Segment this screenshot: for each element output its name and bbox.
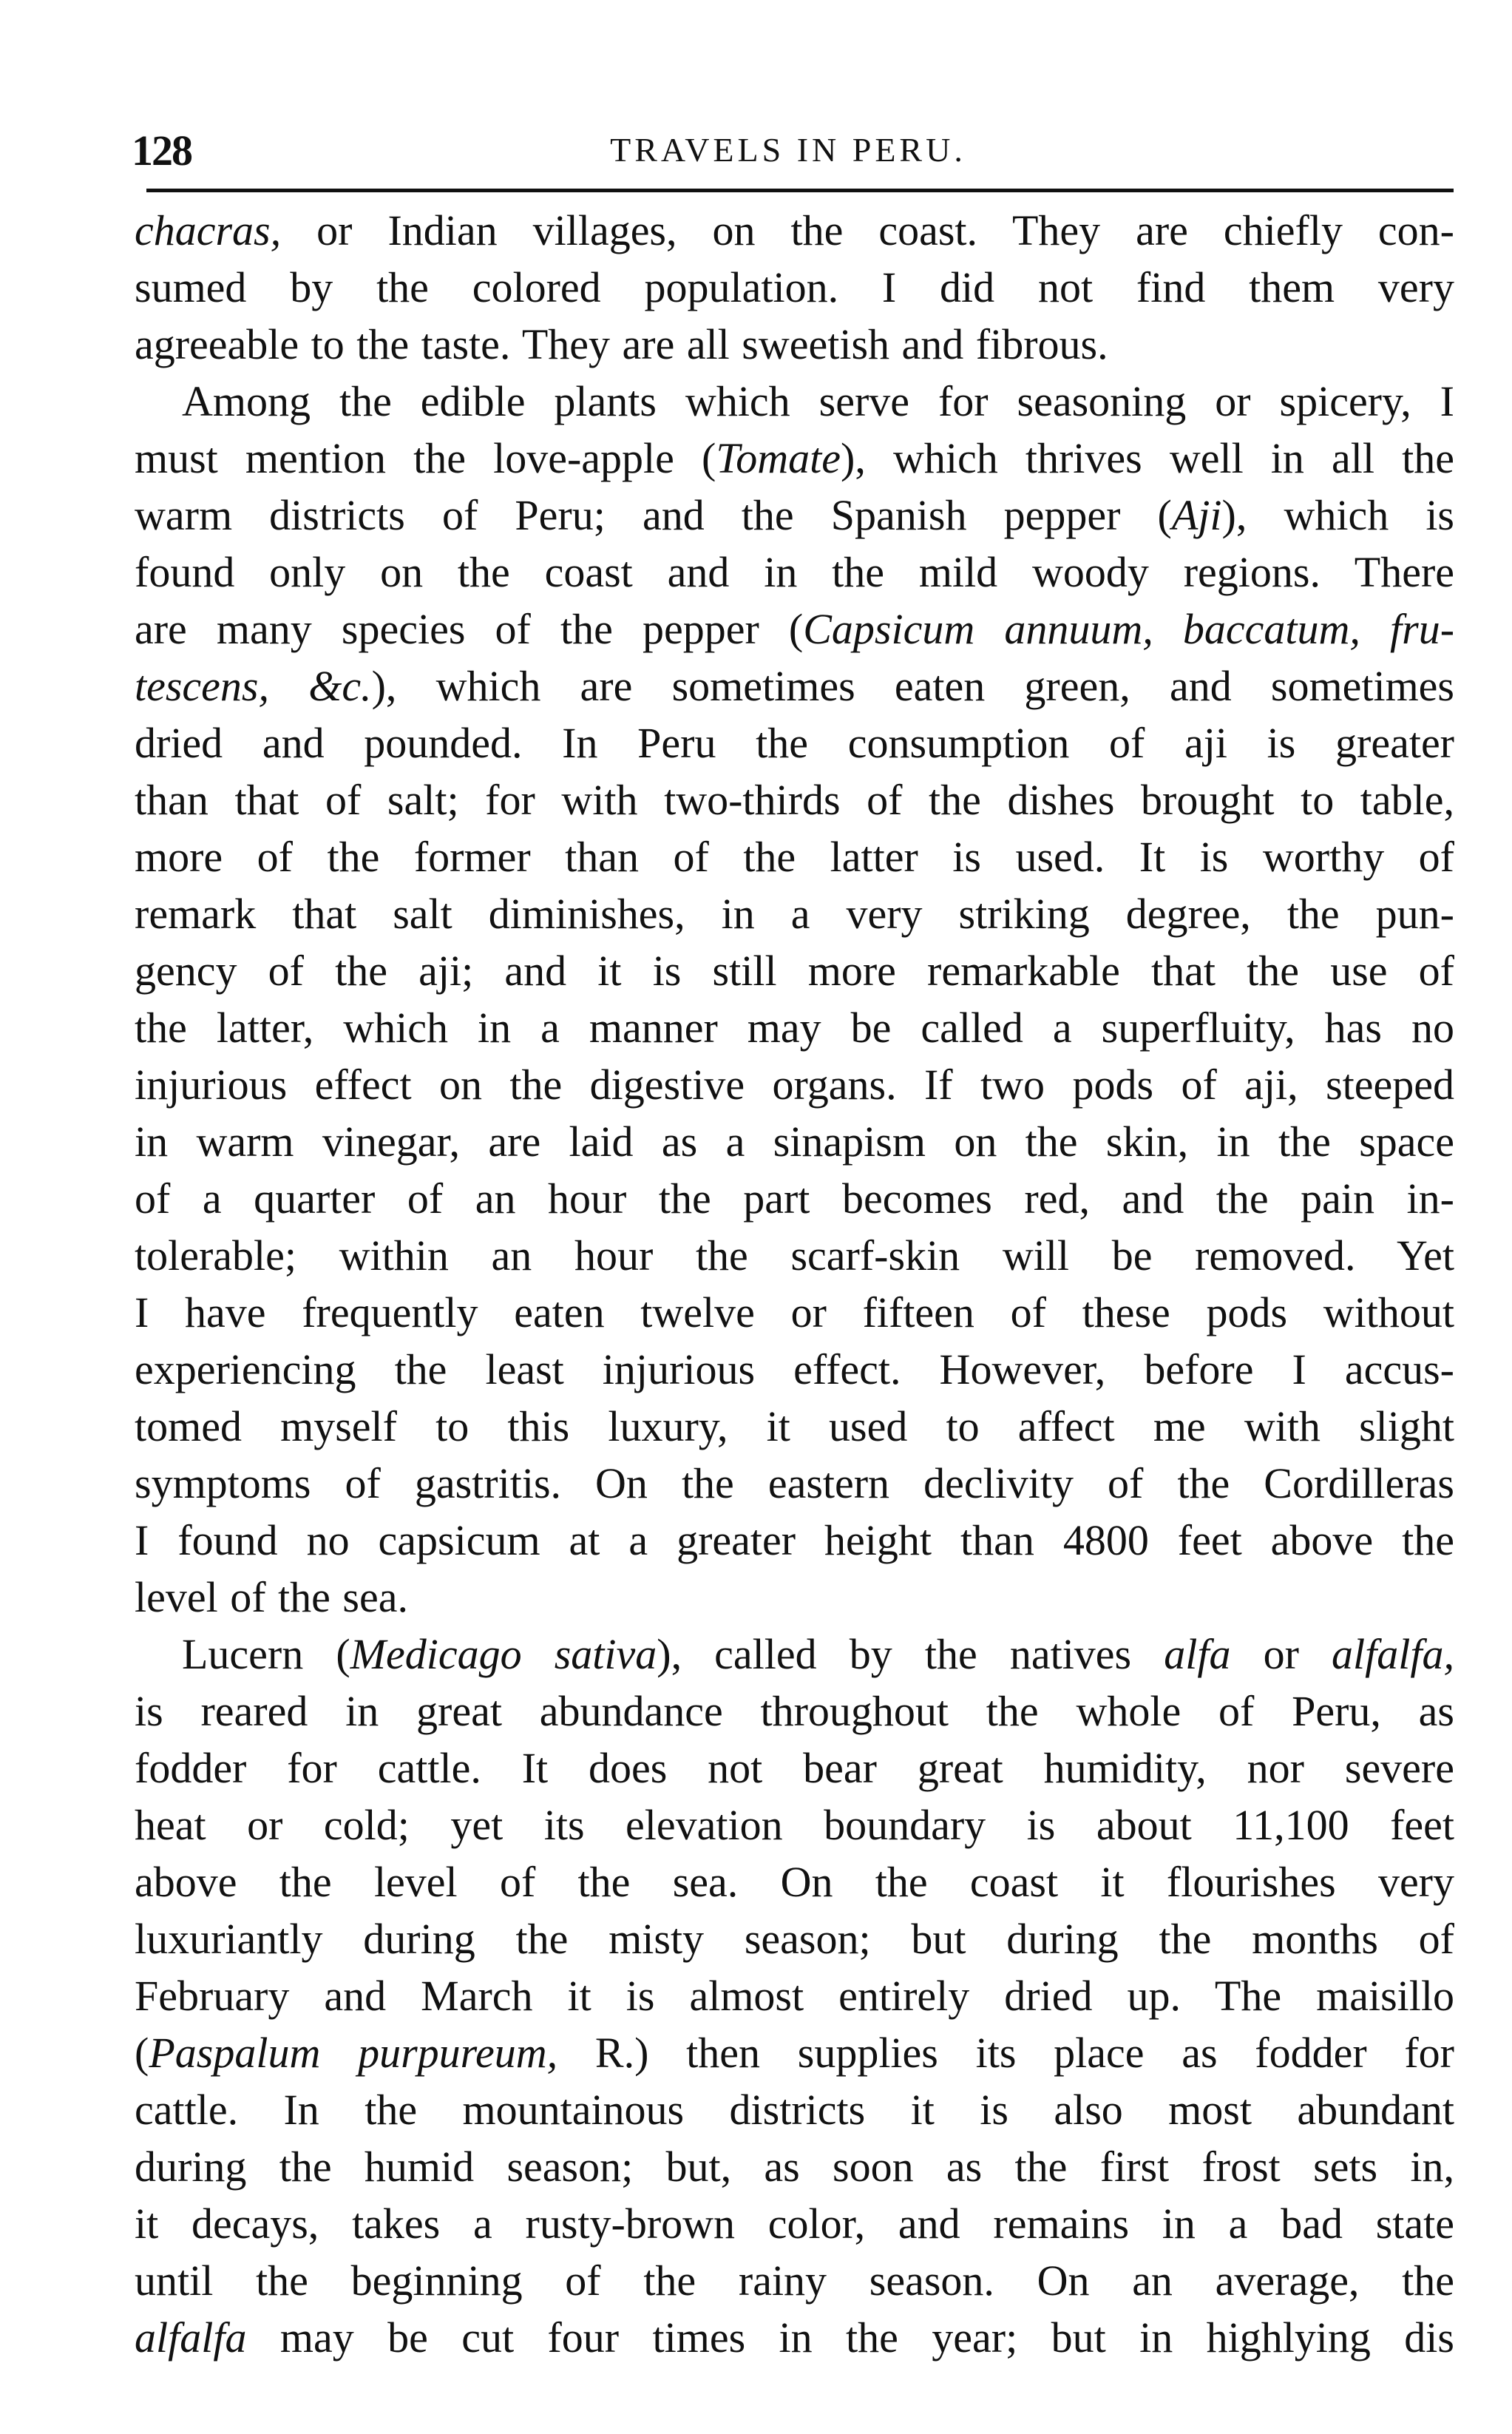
text-segment: in warm vinegar, are laid as a sinapism on the skin, in the space: [135, 1118, 1454, 1166]
page-number: 128: [132, 126, 191, 175]
text-segment: more of the former than of the latter is used. It is worthy of: [135, 833, 1454, 881]
italic-text: Aji: [1171, 491, 1222, 539]
text-segment: sumed by the colored population. I did not find them very: [135, 263, 1454, 311]
text-segment: experiencing the least injurious effect. However, before I accus-: [135, 1345, 1454, 1393]
text-segment: luxuriantly during the misty season; but during the months of: [135, 1915, 1454, 1963]
text-line: [135, 1113, 1454, 1170]
text-segment: dried and pounded. In Peru the consumption of aji is greater: [135, 719, 1454, 767]
text-line: [135, 1170, 1454, 1227]
text-segment: I found no capsicum at a greater height than 4800 feet above the: [135, 1516, 1454, 1564]
text-segment: I have frequently eaten twelve or fifteen of these pods without: [135, 1288, 1454, 1336]
italic-text: Tomate: [716, 434, 841, 482]
text-line: [135, 2138, 1454, 2195]
text-segment: the latter, which in a manner may be called a superfluity, has no: [135, 1004, 1454, 1052]
text-segment: or: [1230, 1630, 1332, 1678]
text-line: [135, 1455, 1454, 1512]
text-segment: may be cut four times in the year; but in highlying dis: [246, 2313, 1454, 2362]
text-segment: ), which is: [1221, 491, 1455, 539]
text-line: [135, 1056, 1454, 1113]
italic-text: alfalfa: [135, 2313, 247, 2362]
text-segment: above the level of the sea. On the coast it flourishes very: [135, 1858, 1454, 1906]
text-segment: cattle. In the mountainous districts it is also most abundant: [135, 2086, 1454, 2134]
text-segment: tomed myself to this luxury, it used to affect me with slight: [135, 1402, 1454, 1450]
text-line: [135, 1569, 1454, 1626]
text-line: [135, 259, 1454, 316]
text-segment: remark that salt diminishes, in a very striking degree, the pun-: [135, 890, 1454, 938]
text-line: [135, 2195, 1454, 2252]
text-segment: agreeable to the taste. They are all sweetish and fibrous.: [135, 320, 1108, 368]
text-segment: Lucern (: [182, 1630, 350, 1678]
text-segment: must mention the love-apple (: [135, 434, 716, 482]
text-segment: level of the sea.: [135, 1573, 408, 1621]
text-segment: R.) then supplies its place as fodder for: [557, 2029, 1454, 2077]
text-line: [135, 885, 1454, 942]
header-rule: [146, 189, 1454, 192]
italic-text: chacras,: [135, 206, 282, 254]
text-line: [135, 2081, 1454, 2138]
text-line: [135, 430, 1454, 487]
text-line: [135, 202, 1454, 259]
text-line: [135, 2024, 1454, 2081]
text-line: [135, 999, 1454, 1056]
italic-text: Paspalum purpureum,: [149, 2029, 558, 2077]
text-segment: ), which thrives well in all the: [841, 434, 1454, 482]
text-segment: during the humid season; but, as soon as the first frost sets in,: [135, 2143, 1454, 2191]
italic-text: Medicago sativa: [350, 1630, 657, 1678]
text-line: [135, 1398, 1454, 1455]
text-line: [135, 601, 1454, 657]
text-line: [135, 1341, 1454, 1398]
text-line: [135, 771, 1454, 828]
text-line: [135, 1796, 1454, 1853]
text-line: [135, 1910, 1454, 1967]
text-line: [135, 1227, 1454, 1284]
text-line: [135, 544, 1454, 601]
text-segment: it decays, takes a rusty-brown color, and remains in a bad state: [135, 2200, 1454, 2248]
text-line: [135, 714, 1454, 771]
text-line: [135, 1967, 1454, 2024]
text-line: [135, 942, 1454, 999]
text-line: [135, 828, 1454, 885]
text-segment: or Indian villages, on the coast. They are chiefly con-: [281, 206, 1454, 254]
text-segment: ), called by the natives: [657, 1630, 1164, 1678]
text-segment: Among the edible plants which serve for seasoning or spicery, I: [182, 377, 1454, 425]
text-segment: than that of salt; for with two-thirds of the dishes brought to table,: [135, 776, 1454, 824]
text-segment: heat or cold; yet its elevation boundary is about 11,100 feet: [135, 1801, 1454, 1849]
text-segment: fodder for cattle. It does not bear great humidity, nor severe: [135, 1744, 1454, 1792]
text-line: [135, 2309, 1454, 2366]
text-segment: injurious effect on the digestive organs. If two pods of aji, steeped: [135, 1061, 1454, 1109]
text-segment: (: [135, 2029, 149, 2077]
text-line: [135, 487, 1454, 544]
text-line: [135, 1284, 1454, 1341]
text-line: [135, 316, 1454, 373]
text-segment: February and March it is almost entirely dried up. The maisillo: [135, 1972, 1454, 2020]
text-line: [135, 1626, 1454, 1683]
italic-text: tescens, &c.: [135, 662, 372, 710]
text-line: [135, 373, 1454, 430]
text-segment: symptoms of gastritis. On the eastern declivity of the Cordilleras: [135, 1459, 1454, 1507]
text-segment: ), which are sometimes eaten green, and sometimes: [371, 662, 1454, 710]
text-segment: warm districts of Peru; and the Spanish pepper (: [135, 491, 1172, 539]
italic-text: Capsicum annuum, baccatum, fru-: [803, 605, 1455, 653]
text-line: [135, 1853, 1454, 1910]
text-segment: tolerable; within an hour the scarf-skin will be removed. Yet: [135, 1231, 1454, 1279]
text-segment: are many species of the pepper (: [135, 605, 804, 653]
italic-text: alfa: [1164, 1630, 1231, 1678]
text-segment: is reared in great abundance throughout the whole of Peru, as: [135, 1687, 1454, 1735]
text-segment: of a quarter of an hour the part becomes red, and the pain in-: [135, 1174, 1454, 1223]
text-line: [135, 1683, 1454, 1740]
text-line: [135, 657, 1454, 714]
text-segment: until the beginning of the rainy season. On an average, the: [135, 2256, 1454, 2305]
text-segment: gency of the aji; and it is still more remarkable that the use of: [135, 947, 1454, 995]
text-segment: found only on the coast and in the mild woody regions. There: [135, 548, 1454, 596]
text-line: [135, 1512, 1454, 1569]
running-title: TRAVELS IN PERU.: [610, 131, 966, 169]
text-line: [135, 2252, 1454, 2309]
body-text: [135, 202, 1454, 2366]
italic-text: alfalfa,: [1332, 1630, 1454, 1678]
text-line: [135, 1740, 1454, 1796]
